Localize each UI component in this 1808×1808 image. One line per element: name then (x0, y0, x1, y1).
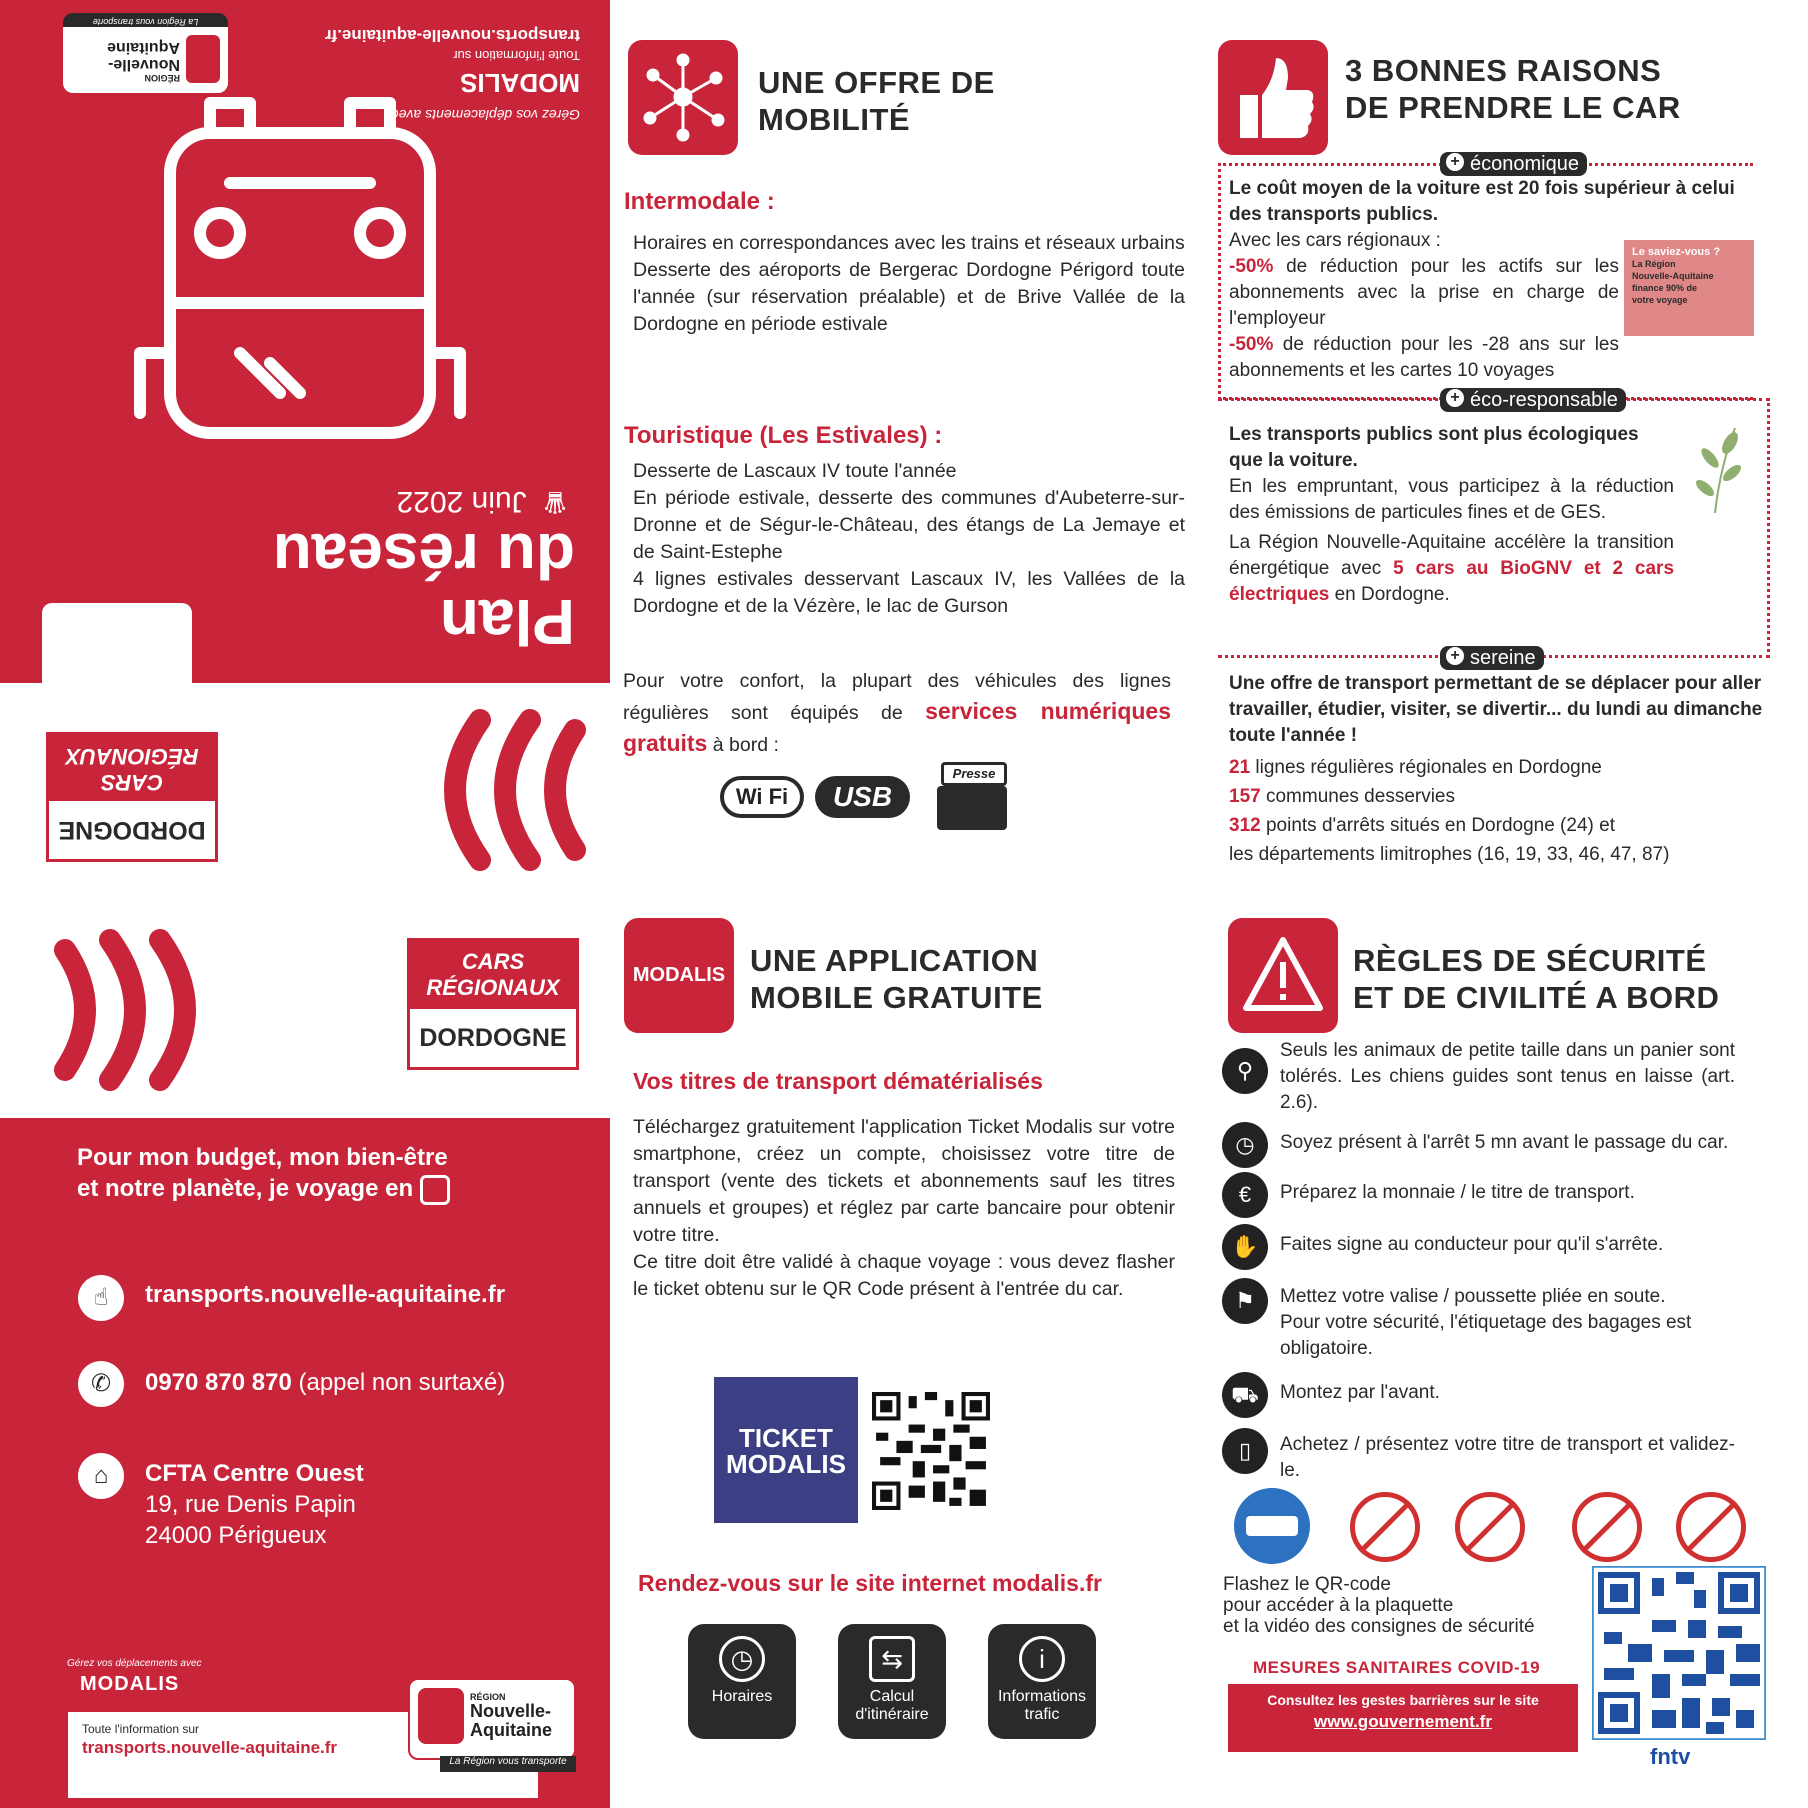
raisons-title (1345, 52, 1681, 126)
rule-animals: Seuls les animaux de petite taille dans un panier sont tolérés. Les chiens guides sont tenus en laisse (art. 2.6). (1280, 1040, 1735, 1113)
eco-pct2: -50% (1229, 334, 1274, 355)
no-smoking-icon (1676, 1492, 1746, 1562)
app-qr-code[interactable] (872, 1392, 990, 1510)
covid-heading: MESURES SANITAIRES COVID-19 (1253, 1658, 1541, 1677)
back-phone[interactable] (145, 1369, 505, 1397)
touristique-p2: En période estivale, desserte des communes d'Aubeterre-sur-Dronne et de Ségur-le-Château, des étangs de La Jemaye et de Saint-Estephe (633, 487, 1185, 563)
bus-front-door-icon: ⛟ (1222, 1372, 1268, 1418)
raisons-title-line1: 3 BONNES RAISONS (1345, 53, 1662, 88)
luggage-icon: ⚑ (1222, 1278, 1268, 1324)
back-phone-note: (appel non surtaxé) (298, 1369, 506, 1396)
touristique-heading: Touristique (Les Estivales) : (624, 422, 943, 449)
back-phone-number: 0970 870 870 (145, 1369, 292, 1396)
signal-waves-icon-back (50, 920, 230, 1100)
back-region-name1: Nouvelle- (470, 1701, 552, 1721)
back-region-logo (408, 1678, 576, 1767)
confort-text (623, 666, 1171, 760)
presse-label: Presse (941, 762, 1007, 786)
rule-signal-driver: Faites signe au conducteur pour qu'il s'arrête. (1280, 1234, 1664, 1255)
ticket-word: TICKET (739, 1423, 833, 1453)
tag-dordogne: DORDOGNE (49, 801, 215, 859)
seatbelt-icon (1234, 1488, 1310, 1564)
tag-cars-regionaux (49, 735, 215, 801)
intermodale-text (633, 230, 1185, 338)
euro-icon: € (1222, 1172, 1268, 1218)
back-region-name2: Aquitaine (470, 1720, 553, 1740)
cover-modalis-tagline: Gérez vos déplacements avec (391, 107, 580, 123)
back-slogan-line1: Pour mon budget, mon bien-être (77, 1144, 448, 1171)
stat3-text2: les départements limitrophes (16, 19, 33, 46, 47, 87) (1229, 844, 1670, 865)
flash-line1: Flashez le QR-code (1223, 1574, 1391, 1595)
leaf-branch-icon (1680, 418, 1750, 518)
flash-line3: et la vidéo des consignes de sécurité (1223, 1616, 1535, 1637)
region-lion-icon: ♛ (541, 485, 569, 518)
eco-intro: Avec les cars régionaux : (1229, 230, 1441, 251)
eco-responsable-text (1229, 422, 1674, 608)
bus-front-icon (130, 83, 470, 453)
thumbs-up-icon (1218, 40, 1328, 155)
eco-pct1: -50% (1229, 256, 1274, 277)
regles-title-line1: RÈGLES DE SÉCURITÉ (1353, 943, 1707, 978)
no-standing-icon (1350, 1492, 1420, 1562)
trafic-button[interactable] (988, 1624, 1096, 1739)
intermodale-p2: Desserte des aéroports de Bergerac Dordogne Périgord toute l'année (sur réservation préalable) et de Brive Vallée de la Dordogne en période estivale (633, 259, 1185, 335)
itineraire-label-2: d'itinéraire (855, 1706, 929, 1723)
rule-board-front: Montez par l'avant. (1280, 1382, 1440, 1403)
rdv-modalis[interactable]: Rendez-vous sur le site internet modalis.fr (638, 1570, 1102, 1596)
stat1-text: lignes régulières régionales en Dordogne (1255, 757, 1602, 778)
modalis-app-icon: MODALIS (624, 918, 734, 1033)
sereine-text (1229, 671, 1774, 868)
tag-cars: CARS (100, 770, 164, 795)
region-lion-logo-icon (186, 35, 220, 83)
regles-title-line2: ET DE CIVILITÉ A BORD (1353, 980, 1720, 1015)
offre-title-line2: MOBILITÉ (758, 102, 911, 137)
presse-icon (925, 762, 1019, 834)
back-info-label: Toute l'information sur (82, 1722, 200, 1736)
horaires-button[interactable] (688, 1624, 796, 1739)
safety-qr-code[interactable] (1592, 1566, 1766, 1740)
rule-luggage (1280, 1284, 1760, 1362)
regles-title (1353, 942, 1719, 1016)
saviez-text: La Région Nouvelle-Aquitaine finance 90% de votre voyage (1632, 259, 1714, 305)
back-company: CFTA Centre Ouest (145, 1460, 364, 1487)
covid-box (1228, 1684, 1578, 1752)
cover-date (397, 484, 575, 519)
pill-eco-responsable-label: éco-responsable (1470, 389, 1618, 411)
back-modalis-tagline: Gérez vos déplacements avec (67, 1658, 202, 1669)
offre-title (758, 64, 995, 138)
itineraire-button[interactable] (838, 1624, 946, 1739)
back-region-small: RÉGION (470, 1692, 506, 1702)
region-small: RÉGION (144, 73, 180, 83)
intermodale-heading: Intermodale : (624, 188, 775, 215)
region-name-1: Nouvelle- (107, 56, 180, 73)
app-title (750, 942, 1043, 1016)
back-website-link[interactable]: transports.nouvelle-aquitaine.fr (145, 1281, 506, 1308)
touristique-text (633, 458, 1185, 620)
ticket-modalis-logo (714, 1377, 858, 1523)
network-icon (628, 40, 738, 155)
trafic-label-2: trafic (1024, 1706, 1060, 1723)
cover-modalis-logo: MODALIS (460, 68, 580, 98)
rule-validate-ticket: Achetez / présentez votre titre de transport et validez-le. (1280, 1434, 1735, 1481)
pill-eco-responsable (1440, 388, 1626, 412)
rule-on-time: Soyez présent à l'arrêt 5 mn avant le passage du car. (1280, 1132, 1729, 1153)
cover-info-label: Toute l'information sur (453, 48, 580, 63)
ecoresp-p2c: en Dordogne. (1334, 584, 1450, 605)
app-subhead: Vos titres de transport dématérialisés (633, 1068, 1043, 1094)
confort-b: services numériques gratuits (623, 698, 1171, 756)
pill-sereine (1440, 646, 1544, 670)
rule-luggage-a: Mettez votre valise / poussette pliée en soute. (1280, 1286, 1666, 1307)
info-icon: i (1019, 1636, 1065, 1682)
back-slogan-line2: et notre planète, je voyage en (77, 1175, 414, 1202)
phone-icon: ✆ (78, 1361, 124, 1407)
back-tag-regionaux: RÉGIONAUX (426, 975, 560, 1000)
stat3-text: points d'arrêts situés en Dordogne (24) et (1265, 815, 1615, 836)
ticket-validator-icon: ▯ (1222, 1428, 1268, 1474)
home-icon: ⌂ (78, 1453, 124, 1499)
eco-bold: Le coût moyen de la voiture est 20 fois supérieur à celui des transports publics. (1229, 178, 1735, 225)
app-p2: Ce titre doit être validé à chaque voyage : vous devez flasher le ticket obtenu sur le QR Code présent à l'entrée du car. (633, 1251, 1175, 1300)
cover-title (272, 520, 575, 658)
region-slogan: La Région vous transporte (63, 13, 228, 27)
back-tag-dordogne: DORDOGNE (419, 1024, 567, 1052)
sereine-bold: Une offre de transport permettant de se déplacer pour aller travailler, étudier, visiter, se divertir... du lundi au dimanche toute l'année ! (1229, 673, 1763, 746)
pill-economique (1440, 152, 1587, 176)
click-icon: ☝ (78, 1275, 124, 1321)
back-tag-cars-regionaux (410, 941, 576, 1009)
touristique-p3: 4 lignes estivales desservant Lascaux IV, les Vallées de la Dordogne et de la Vézère, le lac de Gurson (633, 568, 1185, 617)
pill-economique-label: économique (1470, 153, 1579, 175)
no-crowding-icon (1455, 1492, 1525, 1562)
app-p1: Téléchargez gratuitement l'application Ticket Modalis sur votre smartphone, créez un compte, choisissez votre titre de transport (vente des tickets et abonnements sauf les titres annuels et groupes) et réglez par carte bancaire pour obtenir votre titre. (633, 1116, 1175, 1246)
stat2-text: communes desservies (1265, 786, 1456, 807)
wave-hand-icon: ✋ (1222, 1224, 1268, 1270)
back-region-slogan: La Région vous transporte (440, 1756, 576, 1772)
offre-title-line1: UNE OFFRE DE (758, 65, 995, 100)
fntv-logo: fntv (1650, 1744, 1691, 1769)
cover-title-line2: du réseau (272, 520, 575, 592)
flash-line2: pour accéder à la plaquette (1223, 1595, 1454, 1616)
back-info-url[interactable]: transports.nouvelle-aquitaine.fr (82, 1738, 338, 1757)
horaires-label: Horaires (711, 1688, 773, 1705)
back-city: 24000 Périgueux (145, 1522, 327, 1549)
cover-cars-regionaux-tag (46, 732, 218, 862)
signpost-icon: ⇆ (869, 1636, 915, 1682)
clock-icon: ◷ (719, 1636, 765, 1682)
signal-waves-icon (410, 700, 590, 880)
wifi-icon: Wi Fi (720, 776, 804, 818)
eco-l1: de réduction pour les actifs sur les abonnements avec la prise en charge de l'employeur (1229, 256, 1620, 329)
covid-link[interactable]: www.gouvernement.fr (1314, 1712, 1492, 1731)
cover-title-line1: Plan (439, 586, 575, 658)
cover-region-logo (63, 15, 228, 93)
saviez-title: Le saviez-vous ? (1632, 246, 1721, 258)
touristique-p1: Desserte de Lascaux IV toute l'année (633, 460, 957, 482)
itineraire-label-1: Calcul (869, 1688, 915, 1705)
back-cover-panel (0, 1118, 610, 1808)
bus-small-icon (420, 1175, 450, 1205)
modalis-word: MODALIS (726, 1449, 846, 1479)
back-modalis-logo: MODALIS (80, 1673, 180, 1695)
stat1-number: 21 (1229, 757, 1251, 778)
raisons-title-line2: DE PRENDRE LE CAR (1345, 90, 1681, 125)
back-tag-cars: CARS (461, 949, 525, 974)
rule-payment: Préparez la monnaie / le titre de transport. (1280, 1182, 1635, 1203)
back-slogan (77, 1142, 450, 1205)
cover-tag-rotated (42, 603, 192, 733)
cover-panel (0, 0, 610, 683)
saviez-vous-box (1624, 240, 1754, 336)
eco-l2: de réduction pour les -28 ans sur les abonnements et les cartes 10 voyages (1229, 334, 1619, 381)
app-text (633, 1114, 1175, 1303)
no-shouting-icon (1572, 1492, 1642, 1562)
cover-info-url: transports.nouvelle-aquitaine.fr (324, 26, 580, 45)
cover-rotated-group (0, 0, 610, 683)
app-title-line1: UNE APPLICATION (750, 943, 1039, 978)
clock-icon: ◷ (1222, 1122, 1268, 1168)
usb-icon: USB (815, 776, 910, 818)
rule-luggage-b: Pour votre sécurité, l'étiquetage des bagages est obligatoire. (1280, 1312, 1692, 1359)
confort-a: Pour votre confort, la plupart des véhicules des lignes régulières sont équipés de (623, 670, 1171, 724)
ecoresp-p2b: 5 cars au BioGNV et 2 cars électriques (1229, 558, 1675, 605)
app-title-line2: MOBILE GRATUITE (750, 980, 1043, 1015)
region-lion-logo-icon (418, 1688, 464, 1744)
covid-line1: Consultez les gestes barrières sur le site (1267, 1692, 1539, 1708)
pill-sereine-label: sereine (1470, 647, 1536, 669)
ecoresp-p2a: La Région Nouvelle-Aquitaine accélère la transition énergétique avec (1229, 532, 1674, 579)
back-street: 19, rue Denis Papin (145, 1491, 356, 1518)
ecoresp-p1: En les empruntant, vous participez à la réduction des émissions de particules fines et de GES. (1229, 476, 1674, 523)
back-address (145, 1458, 364, 1551)
ecoresp-bold: Les transports publics sont plus écologiques que la voiture. (1229, 424, 1639, 471)
cover-date-text: Juin 2022 (396, 485, 527, 518)
back-cars-regionaux-tag (407, 938, 579, 1070)
region-name-2: Aquitaine (107, 39, 180, 56)
trafic-label-1: Informations (997, 1688, 1087, 1705)
intermodale-p1: Horaires en correspondances avec les trains et réseaux urbains (633, 232, 1185, 254)
flash-qr-text (1223, 1574, 1535, 1637)
tag-regionaux: RÉGIONAUX (65, 744, 199, 769)
confort-c: à bord : (712, 734, 779, 756)
stat3-number: 312 (1229, 815, 1261, 836)
animal-basket-icon: ⚲ (1222, 1048, 1268, 1094)
stat2-number: 157 (1229, 786, 1261, 807)
warning-icon (1228, 918, 1338, 1033)
